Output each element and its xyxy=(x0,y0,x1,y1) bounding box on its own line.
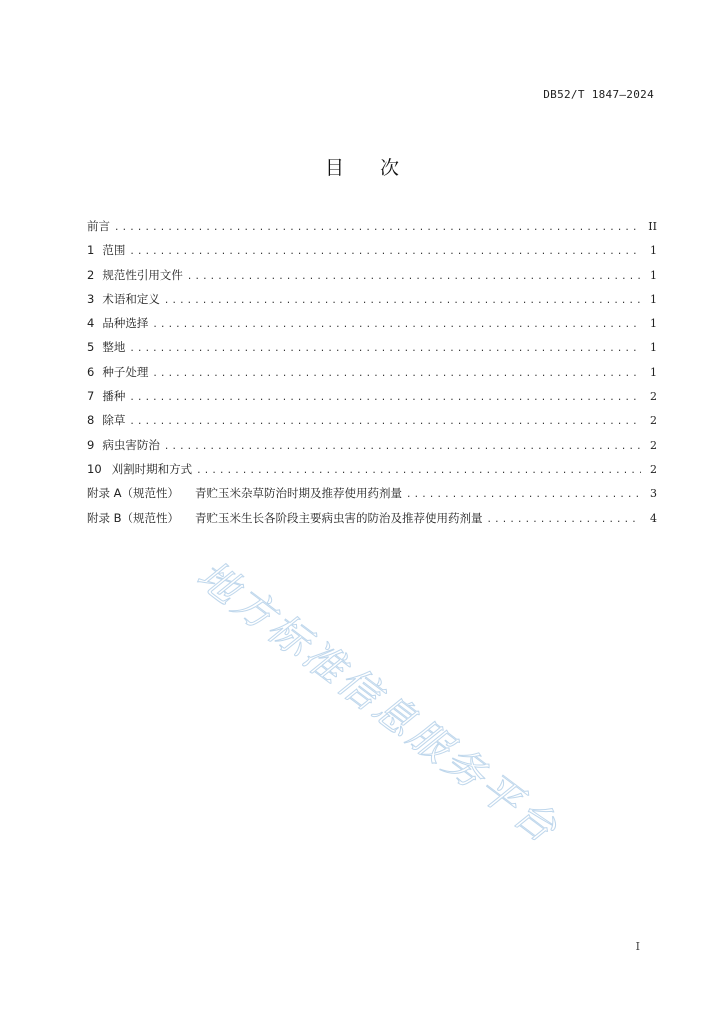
toc-leader-dots xyxy=(129,344,641,354)
toc-entry-10[interactable] xyxy=(87,461,657,485)
toc-entry-page: II xyxy=(648,220,657,233)
toc-entry-2[interactable] xyxy=(87,267,657,291)
toc-entry-5[interactable] xyxy=(87,339,657,363)
toc-entry-appendix-a[interactable] xyxy=(87,485,657,509)
toc-entry-label: 规范性引用文件 xyxy=(102,267,183,282)
toc-entry-6[interactable] xyxy=(87,364,657,388)
toc-entry-label: 品种选择 xyxy=(102,316,149,331)
toc-entry-page: 1 xyxy=(650,317,657,331)
toc-entry-page: 4 xyxy=(650,511,657,525)
table-of-contents xyxy=(87,218,657,534)
toc-entry-label: 青贮玉米杂草防治时期及推荐使用药剂量 xyxy=(195,486,403,501)
toc-entry-label: 病虫害防治 xyxy=(102,437,160,452)
toc-entry-4[interactable] xyxy=(87,315,657,339)
toc-entry-number: 2 xyxy=(87,267,95,282)
toc-entry-page: 1 xyxy=(650,365,657,379)
toc-entry-8[interactable] xyxy=(87,412,657,436)
page-number: I xyxy=(635,940,640,953)
toc-entry-page: 2 xyxy=(650,414,657,428)
toc-entry-label: 种子处理 xyxy=(102,364,149,379)
toc-entry-1[interactable] xyxy=(87,242,657,266)
toc-entry-page: 1 xyxy=(650,244,657,258)
toc-entry-page: 3 xyxy=(650,487,657,501)
toc-entry-number: 5 xyxy=(87,340,95,355)
toc-entry-page: 2 xyxy=(650,462,657,476)
toc-entry-page: 1 xyxy=(650,341,657,355)
toc-leader-dots xyxy=(164,442,641,452)
toc-leader-dots xyxy=(152,320,641,330)
toc-leader-dots xyxy=(152,369,641,379)
toc-entry-number: 1 xyxy=(87,243,95,258)
toc-entry-page: 2 xyxy=(650,438,657,452)
toc-entry-label: 术语和定义 xyxy=(102,291,160,306)
toc-entry-page: 1 xyxy=(650,292,657,306)
toc-entry-number: 4 xyxy=(87,316,95,331)
page-title: 目次 xyxy=(324,157,435,179)
toc-entry-number: 10 xyxy=(87,461,102,476)
toc-entry-number: 6 xyxy=(87,364,95,379)
toc-leader-dots xyxy=(196,466,641,476)
toc-entry-label: 刈割时期和方式 xyxy=(111,461,193,476)
watermark: 地方标准信息服务平台 xyxy=(188,552,568,854)
toc-entry-9[interactable] xyxy=(87,437,657,461)
toc-entry-foreword[interactable] xyxy=(87,218,657,242)
toc-entry-page: 1 xyxy=(650,268,657,282)
toc-entry-page: 2 xyxy=(650,390,657,404)
toc-entry-3[interactable] xyxy=(87,291,657,315)
toc-entry-label: 范围 xyxy=(102,243,126,258)
appendix-prefix: 附录 A（规范性） xyxy=(87,486,180,501)
toc-entry-number: 9 xyxy=(87,437,95,452)
appendix-prefix: 附录 B（规范性） xyxy=(87,510,180,525)
toc-leader-dots xyxy=(487,515,641,525)
document-code: DB52/T 1847—2024 xyxy=(543,88,654,101)
toc-leader-dots xyxy=(129,247,641,257)
toc-entry-label: 播种 xyxy=(102,389,126,404)
toc-entry-label: 除草 xyxy=(102,413,126,428)
toc-entry-label: 整地 xyxy=(102,340,126,355)
toc-entry-label: 青贮玉米生长各阶段主要病虫害的防治及推荐使用药剂量 xyxy=(195,510,483,525)
toc-leader-dots xyxy=(129,417,641,427)
toc-entry-number: 3 xyxy=(87,291,95,306)
toc-entry-number: 8 xyxy=(87,413,95,428)
toc-entry-label: 前言 xyxy=(87,219,110,233)
toc-entry-appendix-b[interactable] xyxy=(87,510,657,534)
toc-leader-dots xyxy=(187,272,641,282)
toc-leader-dots xyxy=(406,490,641,500)
toc-entry-number: 7 xyxy=(87,389,95,404)
toc-leader-dots xyxy=(114,223,641,233)
toc-leader-dots xyxy=(129,393,641,403)
toc-leader-dots xyxy=(164,296,641,306)
toc-entry-7[interactable] xyxy=(87,388,657,412)
